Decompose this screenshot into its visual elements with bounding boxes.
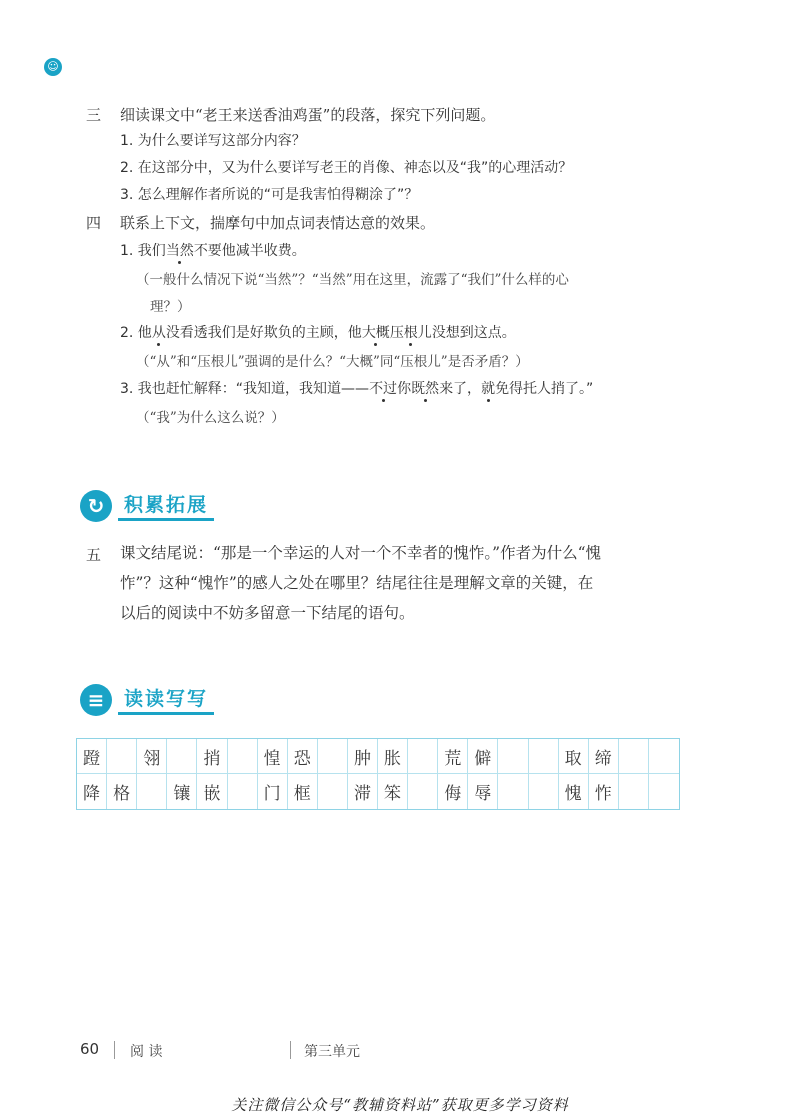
item-2-mid: 没看透我们是好欺负的主顾，他 <box>165 325 362 341</box>
grid-cell <box>167 739 197 774</box>
question-number-4: 四 <box>86 214 102 232</box>
grid-cell <box>649 774 679 809</box>
grid-cell: 愧 <box>559 774 589 809</box>
item-1-post: 不要他减半收费。 <box>193 243 306 259</box>
question-4-item-3-hint: （“我”为什么这么说？） <box>136 410 285 426</box>
question-3-item-3: 3. 怎么理解作者所说的“可是我害怕得糊涂了”？ <box>120 187 419 203</box>
grid-cell: 滞 <box>348 774 378 809</box>
grid-cell <box>408 774 438 809</box>
footer-divider <box>290 1041 291 1059</box>
question-3-text: 细读课文中“老王来送香油鸡蛋”的段落，探究下列问题。 <box>120 106 496 124</box>
grid-cell <box>649 739 679 774</box>
question-3-item-1: 1. 为什么要详写这部分内容？ <box>120 133 306 149</box>
item-1-pre: 1. 我们 <box>120 243 166 259</box>
grid-cell: 胀 <box>378 739 408 774</box>
item-2-pre: 2. 他 <box>120 325 152 341</box>
question-4-item-3 <box>120 378 593 398</box>
grid-cell: 格 <box>107 774 137 809</box>
grid-cell: 惶 <box>258 739 288 774</box>
grid-cell <box>318 774 348 809</box>
grid-cell: 荒 <box>438 739 468 774</box>
grid-cell: 蹬 <box>77 739 107 774</box>
item-3-post: 免得托人捎了。” <box>495 381 594 397</box>
grid-cell: 降 <box>77 774 107 809</box>
question-4-item-1-hint-2: 理？） <box>150 299 191 315</box>
grid-cell: 门 <box>258 774 288 809</box>
question-5-line-3: 以后的阅读中不妨多留意一下结尾的语句。 <box>120 604 415 622</box>
grid-cell <box>318 739 348 774</box>
list-icon: ≡ <box>80 684 112 716</box>
grid-cell <box>107 739 137 774</box>
question-number-5: 五 <box>86 546 102 564</box>
section-underline <box>118 518 214 521</box>
question-number-3: 三 <box>86 106 102 124</box>
footer-unit-label: 第三单元 <box>304 1044 360 1060</box>
item-3-mid-2: 来了， <box>439 381 482 397</box>
grid-cell <box>498 739 528 774</box>
grid-cell <box>137 774 167 809</box>
question-4-item-2 <box>120 322 516 342</box>
question-4-item-1 <box>120 240 306 260</box>
grid-cell: 肿 <box>348 739 378 774</box>
dotted-word: 从 <box>152 322 166 342</box>
grid-cell: 僻 <box>468 739 498 774</box>
grid-cell: 怍 <box>589 774 619 809</box>
question-3-item-2: 2. 在这部分中，又为什么要详写老王的肖像、神态以及“我”的心理活动？ <box>120 160 573 176</box>
grid-cell: 恐 <box>288 739 318 774</box>
item-3-mid: 你 <box>397 381 412 397</box>
question-5-line-1: 课文结尾说：“那是一个幸运的人对一个不幸者的愧怍。”作者为什么“愧 <box>120 544 602 562</box>
dotted-word: 压根儿 <box>390 322 432 342</box>
smiley-icon: ☺ <box>44 58 62 76</box>
grid-cell: 捎 <box>197 739 227 774</box>
dotted-word: 当然 <box>166 240 194 260</box>
grid-cell <box>408 739 438 774</box>
grid-cell: 笨 <box>378 774 408 809</box>
grid-cell: 缔 <box>589 739 619 774</box>
grid-cell <box>498 774 528 809</box>
section-underline <box>118 712 214 715</box>
dotted-word: 就 <box>481 378 495 398</box>
grid-cell: 辱 <box>468 774 498 809</box>
grid-cell <box>529 774 559 809</box>
grid-cell: 镶 <box>167 774 197 809</box>
question-5-line-2: 怍”？这种“愧怍”的感人之处在哪里？结尾往往是理解文章的关键，在 <box>120 574 594 592</box>
item-3-pre: 3. 我也赶忙解释：“我知道，我知道—— <box>120 381 370 397</box>
dotted-word: 不过 <box>369 378 397 398</box>
footer-left-label: 阅 读 <box>130 1044 163 1060</box>
grid-cell <box>228 774 258 809</box>
grid-cell <box>529 739 559 774</box>
item-2-post: 没想到这点。 <box>431 325 516 341</box>
grid-cell: 取 <box>559 739 589 774</box>
question-4-item-1-hint-1: （一般什么情况下说“当然”？“当然”用在这里，流露了“我们”什么样的心 <box>136 272 569 288</box>
grid-cell: 翎 <box>137 739 167 774</box>
grid-cell <box>228 739 258 774</box>
grid-cell: 侮 <box>438 774 468 809</box>
question-4-text: 联系上下文，揣摩句中加点词表情达意的效果。 <box>120 214 436 232</box>
vocabulary-grid <box>76 738 680 810</box>
dotted-word: 既然 <box>411 378 439 398</box>
refresh-icon: ↻ <box>80 490 112 522</box>
footer-note: 关注微信公众号“教辅资料站”获取更多学习资料 <box>231 1096 569 1114</box>
grid-cell <box>619 739 649 774</box>
grid-cell <box>619 774 649 809</box>
section-title-accumulate: 积累拓展 <box>124 494 209 516</box>
dotted-word: 大概 <box>362 322 390 342</box>
grid-cell: 框 <box>288 774 318 809</box>
page-number: 60 <box>80 1040 100 1058</box>
footer-divider <box>114 1041 115 1059</box>
grid-cell: 嵌 <box>197 774 227 809</box>
section-title-readwrite: 读读写写 <box>124 688 209 710</box>
question-4-item-2-hint: （“从”和“压根儿”强调的是什么？“大概”同“压根儿”是否矛盾？） <box>136 354 529 370</box>
